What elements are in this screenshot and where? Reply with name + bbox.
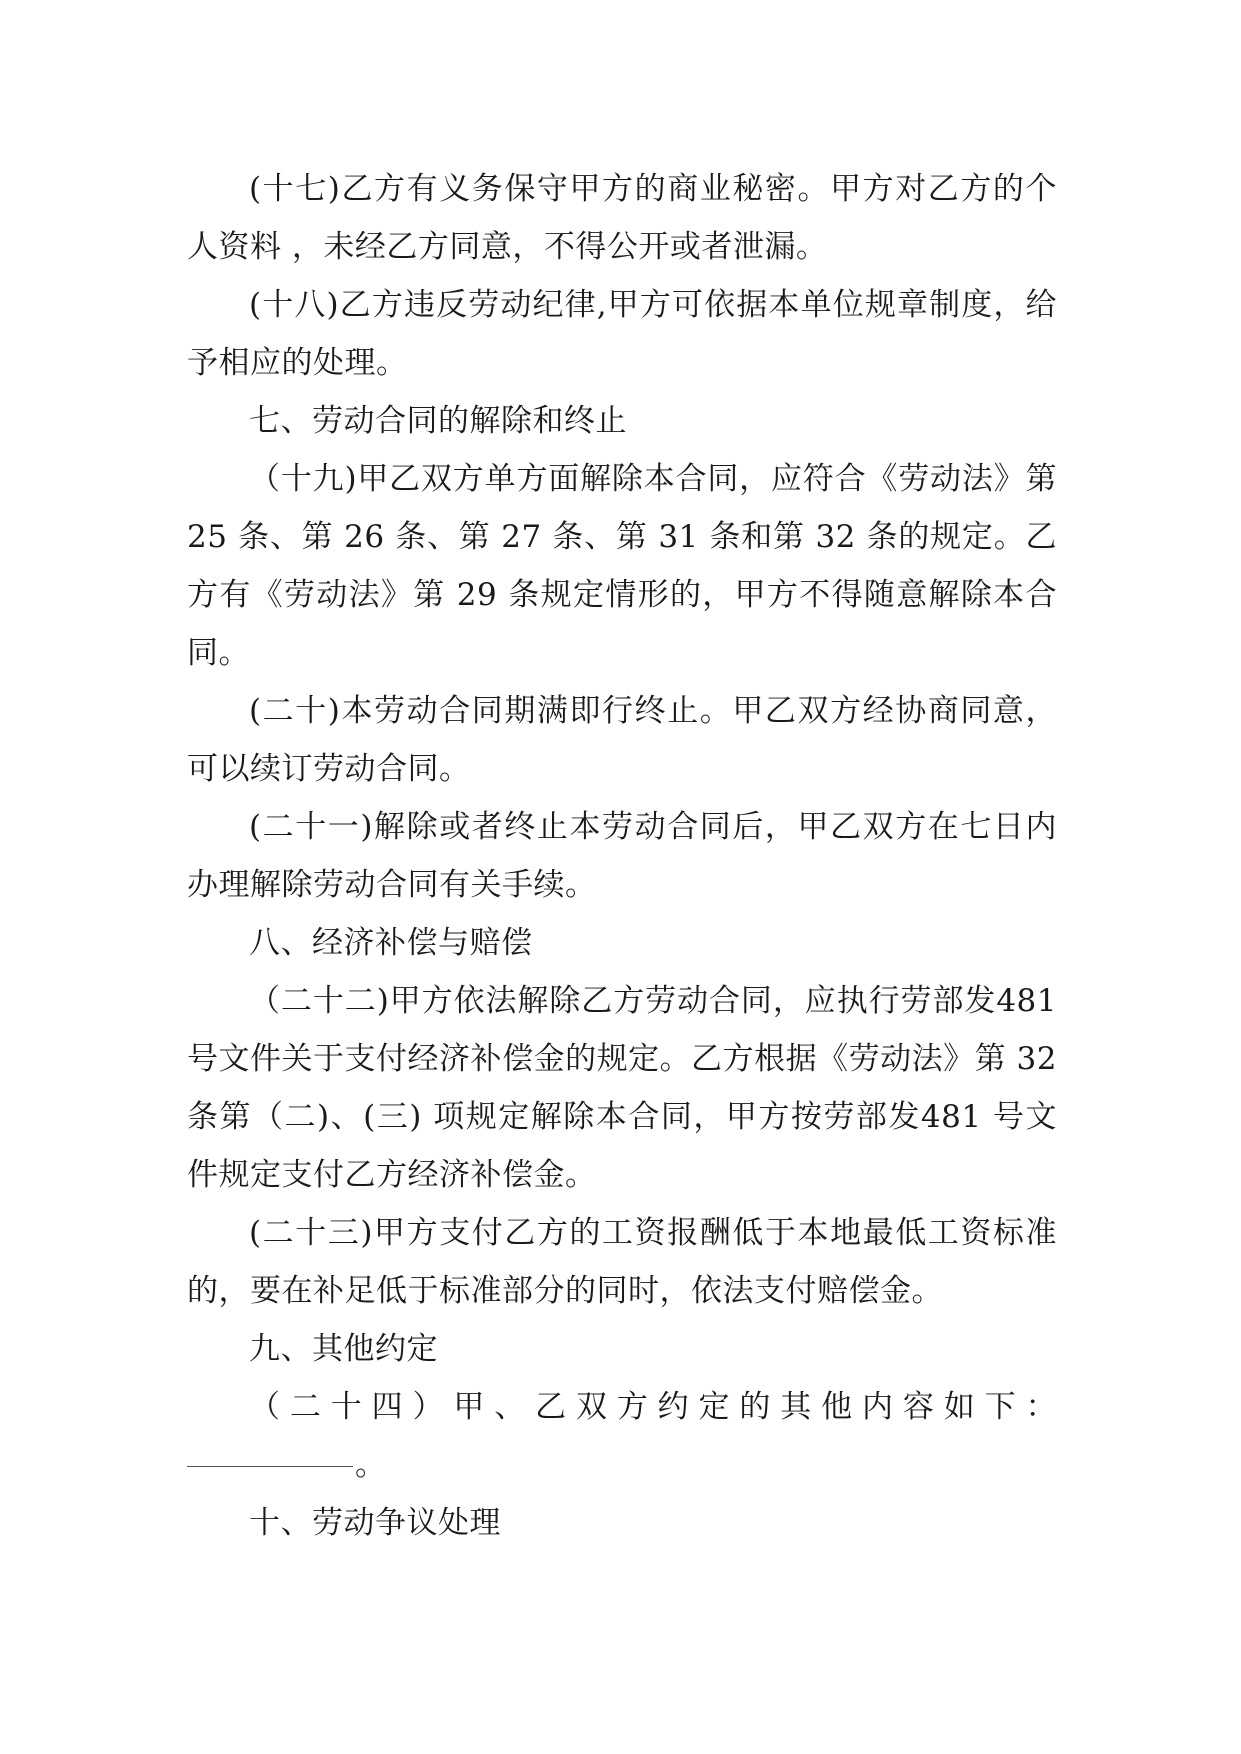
- section-heading-7: 七、劳动合同的解除和终止: [249, 403, 627, 439]
- clause-18: (十八)乙方违反劳动纪律,甲方可依据本单位规章制度，给予相应的处理。: [187, 287, 1057, 381]
- clause-20: (二十)本劳动合同期满即行终止。甲乙双方经协商同意，可以续订劳动合同。: [187, 693, 1057, 787]
- clause-21: (二十一)解除或者终止本劳动合同后，甲乙双方在七日内办理解除劳动合同有关手续。: [187, 809, 1057, 903]
- fill-in-blank: [187, 1466, 353, 1467]
- clause-24-line-2: [187, 1436, 1057, 1494]
- clause-24-line-1: （二十四）甲、乙双方约定的其他内容如下：: [249, 1389, 1057, 1425]
- section-heading-10: 十、劳动争议处理: [249, 1505, 501, 1541]
- clause-24-end-mark: 。: [355, 1447, 387, 1483]
- section-heading-8: 八、经济补偿与赔偿: [249, 925, 533, 961]
- clause-23: (二十三)甲方支付乙方的工资报酬低于本地最低工资标准的，要在补足低于标准部分的同时，依法支付赔偿金。: [187, 1215, 1057, 1309]
- document-body: [187, 160, 1057, 1552]
- clause-19: （十九)甲乙双方单方面解除本合同，应符合《劳动法》第 25 条、第 26 条、第 27 条、第 31 条和第 32 条的规定。乙方有《劳动法》第 29 条规定情形的，甲方不得随意解除本合同。: [187, 461, 1057, 671]
- clause-22: （二十二)甲方依法解除乙方劳动合同，应执行劳部发481 号文件关于支付经济补偿金的规定。乙方根据《劳动法》第 32 条第（二)、(三) 项规定解除本合同，甲方按劳部发481 号文件规定支付乙方经济补偿金。: [187, 983, 1057, 1193]
- section-heading-9: 九、其他约定: [249, 1331, 438, 1367]
- clause-17: (十七)乙方有义务保守甲方的商业秘密。甲方对乙方的个人资料 ，未经乙方同意，不得公开或者泄漏。: [187, 171, 1057, 265]
